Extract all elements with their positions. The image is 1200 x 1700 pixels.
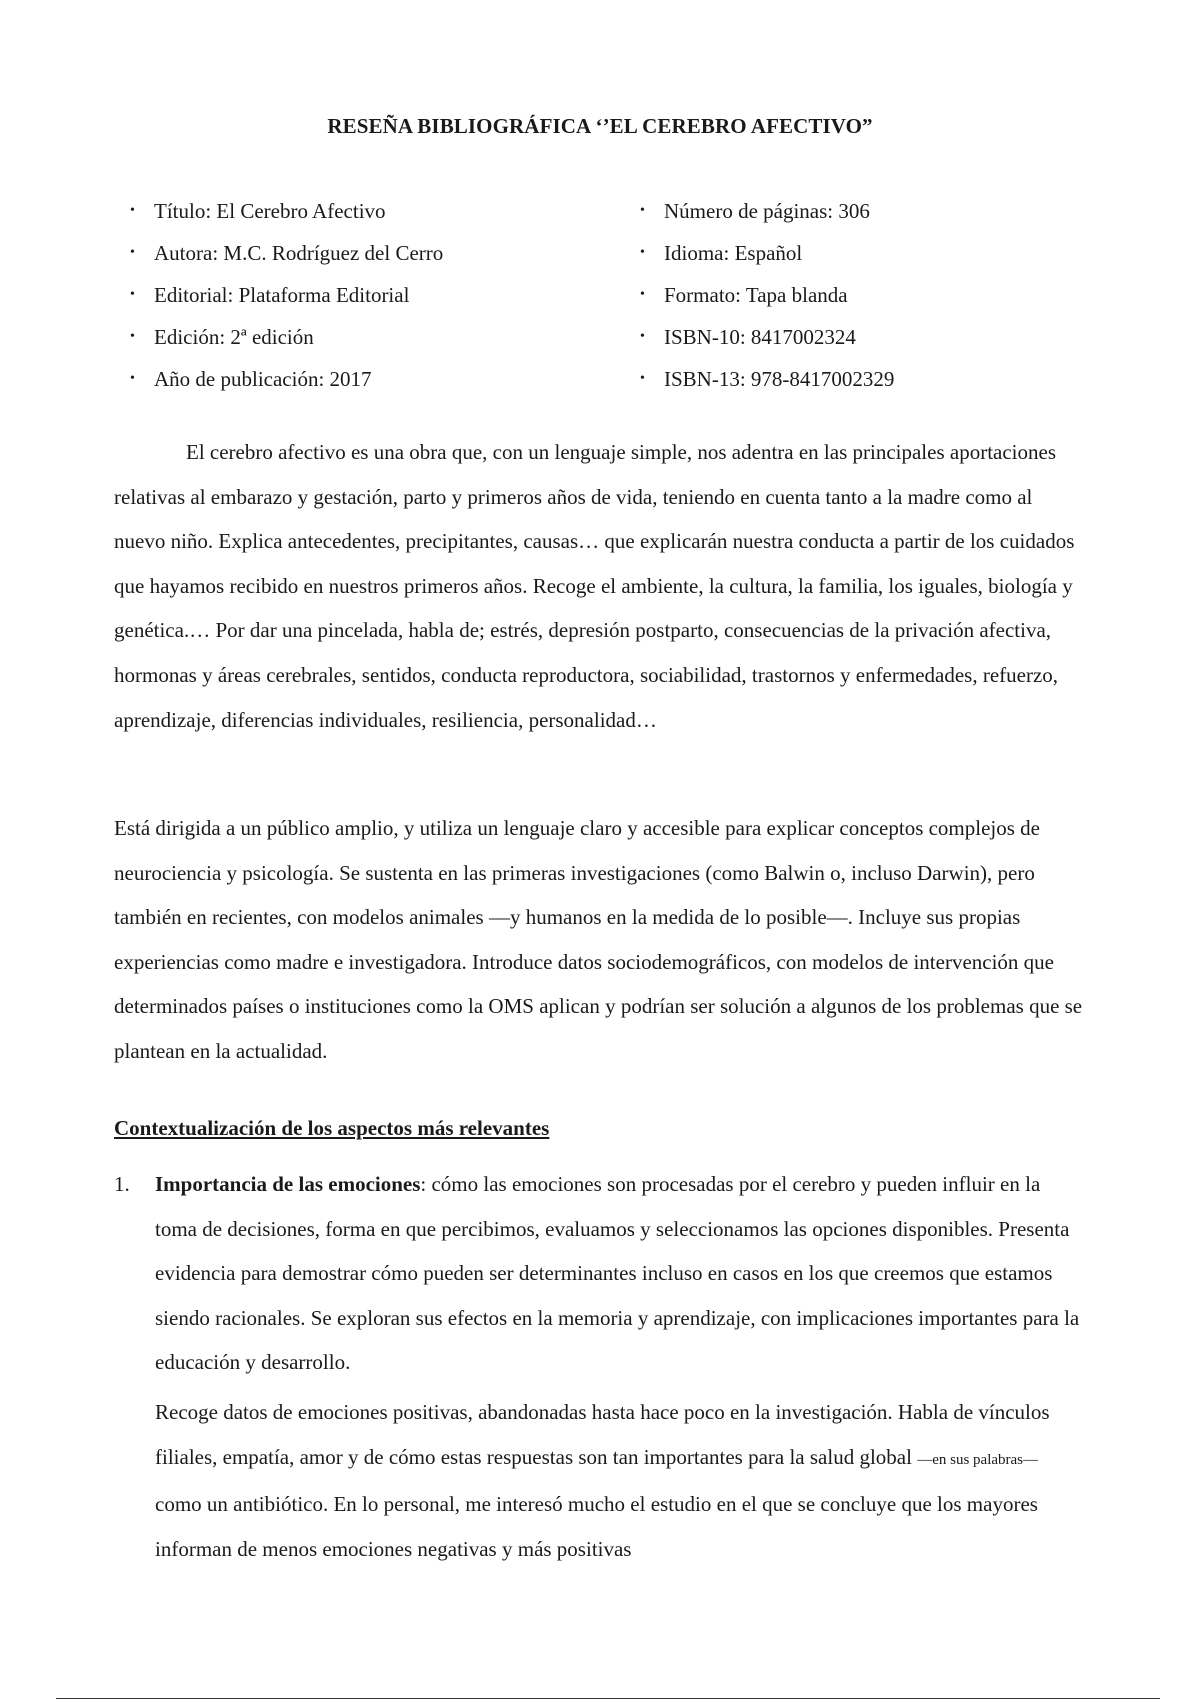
metadata-item-language: • Idioma: Español — [640, 232, 1090, 274]
bullet-icon: • — [640, 203, 645, 218]
metadata-item-format: • Formato: Tapa blanda — [640, 274, 1090, 316]
metadata-item-title: • Título: El Cerebro Afectivo — [130, 190, 640, 232]
item-number: 1. — [114, 1172, 130, 1196]
document-title: RESEÑA BIBLIOGRÁFICA ‘’EL CEREBRO AFECTIVO” — [327, 114, 873, 138]
bullet-icon: • — [130, 287, 135, 302]
metadata-item-isbn13: • ISBN-13: 978-8417002329 — [640, 358, 1090, 400]
numbered-item-1 — [114, 1162, 1084, 1571]
bullet-icon: • — [640, 329, 645, 344]
metadata-left-column — [130, 190, 640, 400]
page-bottom-rule — [56, 1698, 1160, 1699]
bullet-icon: • — [640, 371, 645, 386]
metadata-item-pages: • Número de páginas: 306 — [640, 190, 1090, 232]
metadata-item-isbn10: • ISBN-10: 8417002324 — [640, 316, 1090, 358]
bullet-icon: • — [640, 245, 645, 260]
item-text — [155, 1162, 1084, 1571]
bullet-icon: • — [130, 203, 135, 218]
paragraph-audience: Está dirigida a un público amplio, y utiliza un lenguaje claro y accesible para explicar conceptos complejos de neurociencia y psicología. Se sustenta en las primeras investigaciones (como Balwin o, incluso Darwin), pero también en recientes, con modelos animales —y humanos en la medida de lo posible—. Incluye sus propias experiencias como madre e investigadora. Introduce datos sociodemográficos, con modelos de intervención que determinados países o instituciones como la OMS aplican y podrían ser solución a algunos de los problemas que se plantean en la actualidad. — [114, 816, 1083, 1063]
book-metadata — [130, 190, 1090, 400]
item-paragraph-1 — [155, 1162, 1084, 1385]
inline-aside: —en sus palabras— — [917, 1451, 1039, 1468]
metadata-item-author: • Autora: M.C. Rodríguez del Cerro — [130, 232, 640, 274]
item-paragraph-2: Recoge datos de emociones positivas, abandonadas hasta hace poco en la investigación. Habla de vínculos filiales, empatía, amor y de cómo estas respuestas son tan importantes para la salud global —en sus palabras— como un antibiótico. En lo personal, me interesó mucho el estudio en el que se concluye que los mayores informan de menos emociones negativas y más positivas — [155, 1399, 1050, 1561]
section-heading: Contextualización de los aspectos más relevantes — [114, 1116, 550, 1140]
bullet-icon: • — [640, 287, 645, 302]
metadata-right-column — [640, 190, 1090, 400]
metadata-item-year: • Año de publicación: 2017 — [130, 358, 640, 400]
paragraph-summary: El cerebro afectivo es una obra que, con un lenguaje simple, nos adentra en las principales aportaciones relativas al embarazo y gestación, parto y primeros años de vida, teniendo en cuenta tanto a la madre como al nuevo niño. Explica antecedentes, precipitantes, causas… que explicarán nuestra conducta a partir de los cuidados que hayamos recibido en nuestros primeros años. Recoge el ambiente, la cultura, la familia, los iguales, biología y genética.… Por dar una pincelada, habla de; estrés, depresión postparto, consecuencias de la privación afectiva, hormonas y áreas cerebrales, sentidos, conducta reproductora, sociabilidad, trastornos y enfermedades, refuerzo, aprendizaje, diferencias individuales, resiliencia, personalidad… — [114, 440, 1075, 732]
bullet-icon: • — [130, 329, 135, 344]
bullet-icon: • — [130, 371, 135, 386]
item-bold-lead: Importancia de las emociones — [155, 1172, 421, 1196]
bullet-icon: • — [130, 245, 135, 260]
item-body: : cómo las emociones son procesadas por el cerebro y pueden influir en la toma de decisiones, forma en que percibimos, evaluamos y seleccionamos las opciones disponibles. Presenta evidencia para demostrar cómo pueden ser determinantes incluso en casos en los que creemos que estamos siendo racionales. Se exploran sus efectos en la memoria y aprendizaje, con implicaciones importantes para la educación y desarrollo. — [155, 1172, 1080, 1375]
metadata-item-edition: • Edición: 2ª edición — [130, 316, 640, 358]
metadata-item-publisher: • Editorial: Plataforma Editorial — [130, 274, 640, 316]
